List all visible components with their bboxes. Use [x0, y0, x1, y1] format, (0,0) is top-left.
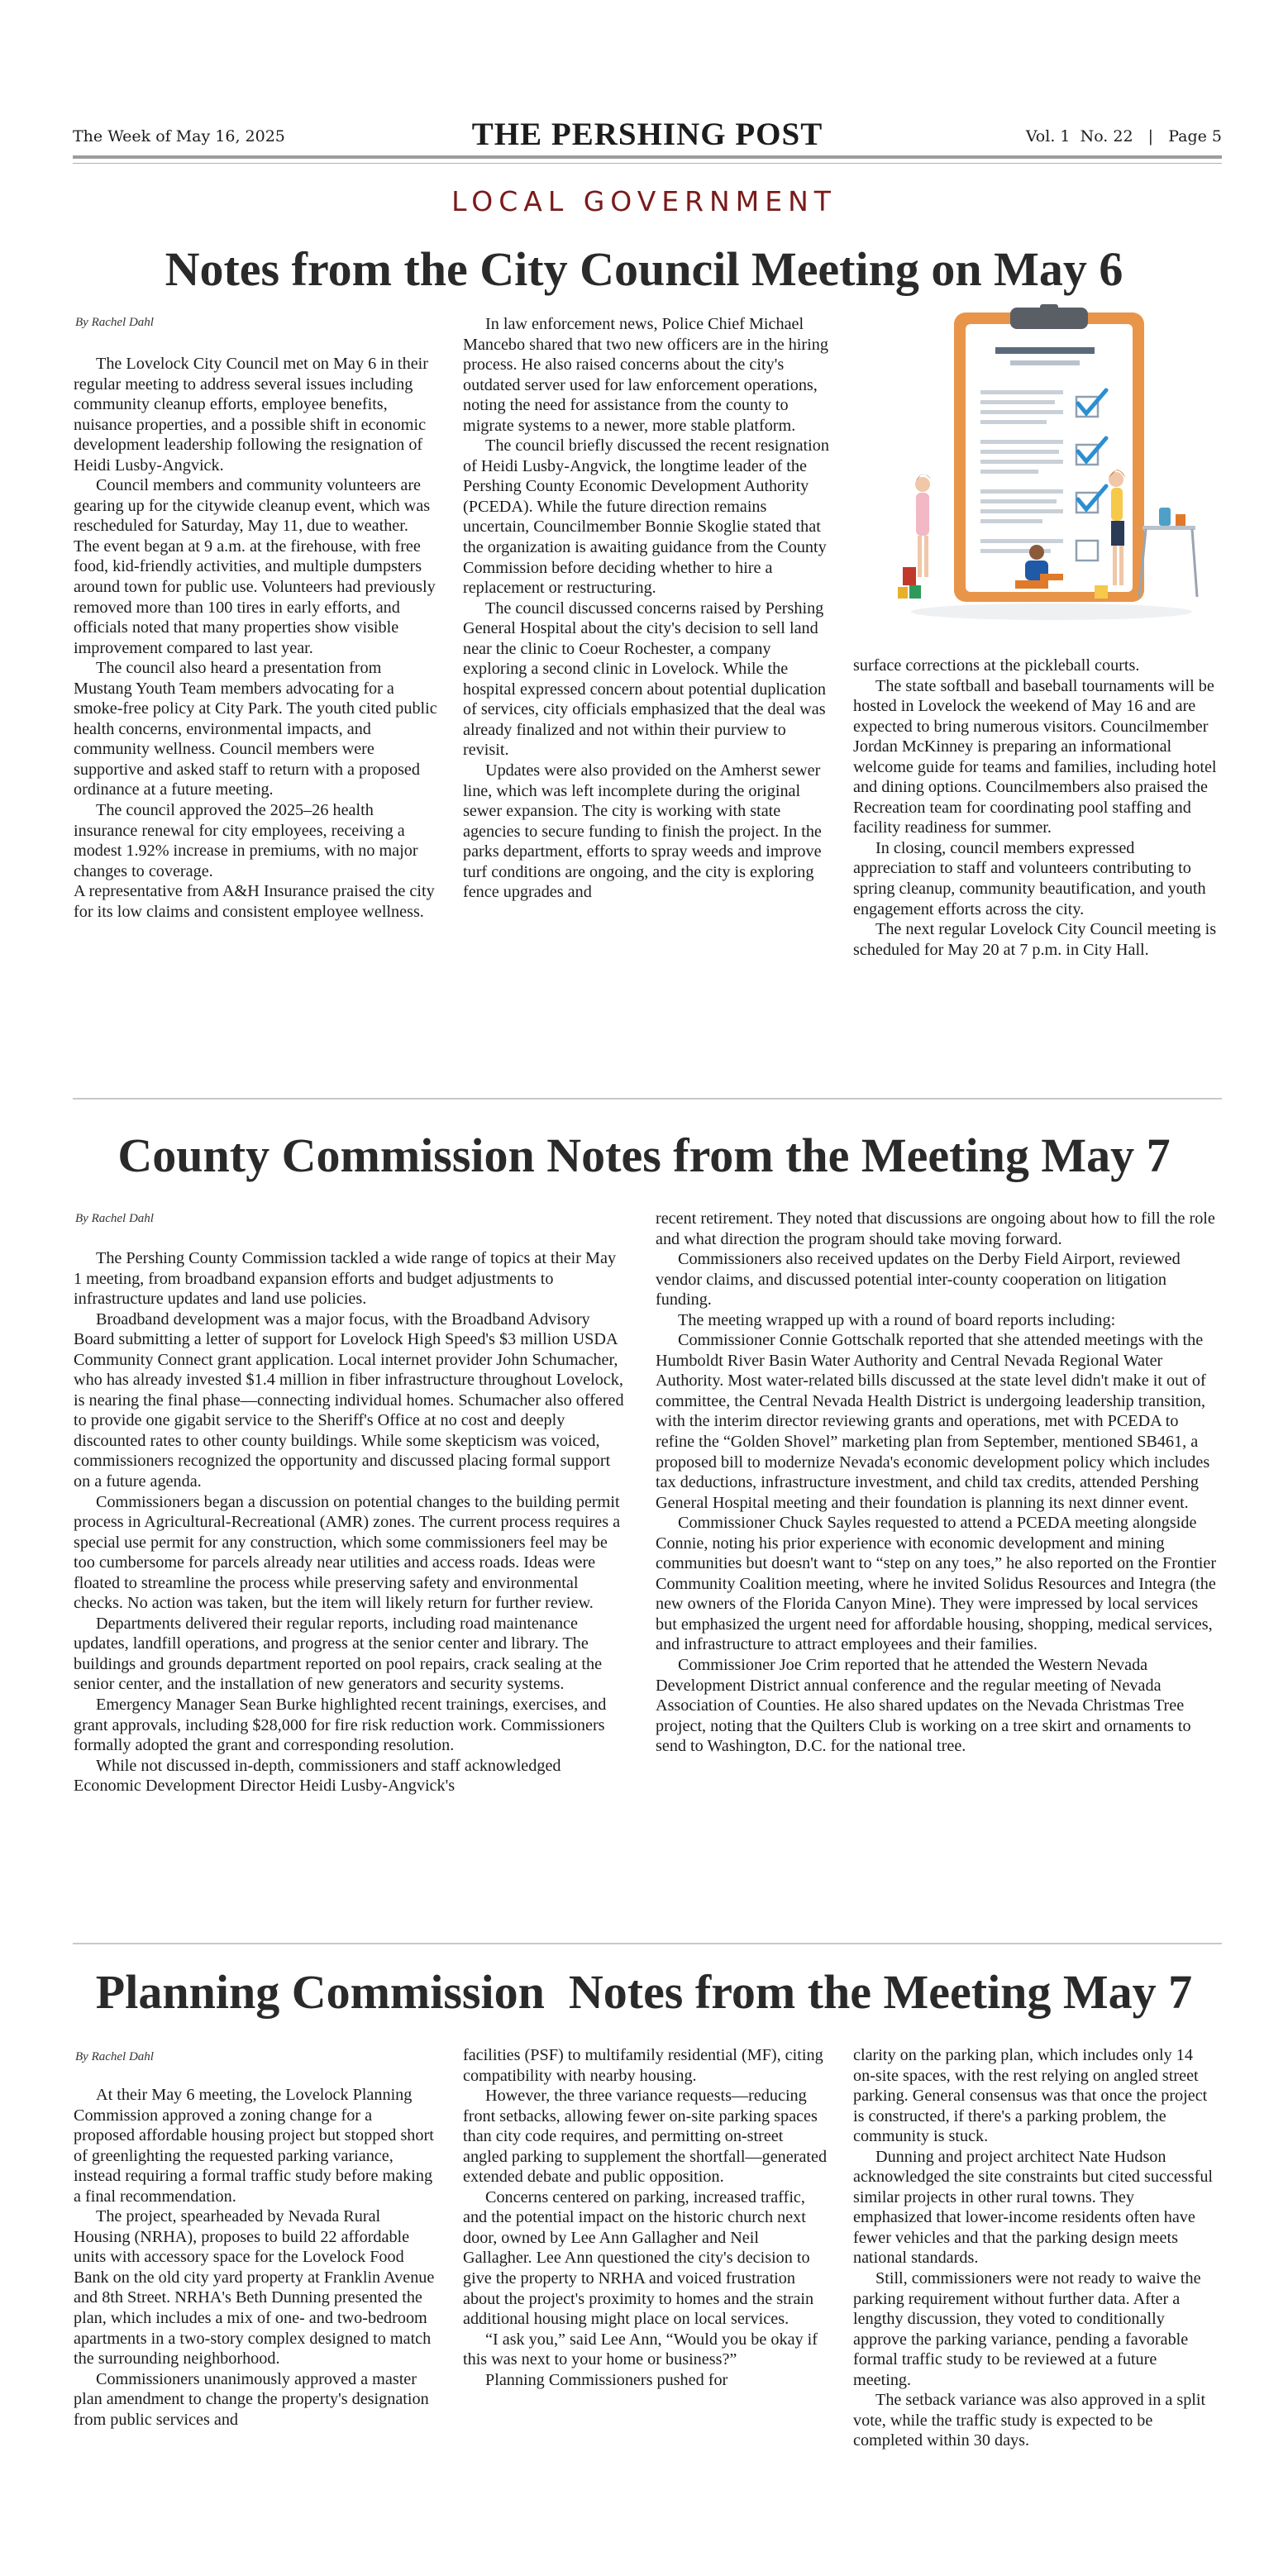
article-divider [73, 1098, 1222, 1100]
article-column [74, 2085, 437, 2430]
article-headline-county-commission: County Commission Notes from the Meeting May 7 [117, 1128, 1171, 1182]
article-byline: By Rachel Dahl [75, 1212, 154, 1225]
paragraph: Commissioner Joe Crim reported that he attended the Western Nevada Development District annual conference and the regular meeting of Nevada Association of Counties. He also shared updates on the Nevada Christmas Tree project, noting that the Quilters Club is working on a tree skirt and ornaments to send to Washington, D.C. for the national tree. [656, 1656, 1191, 1756]
paragraph: surface corrections at the pickleball courts. [853, 656, 1140, 675]
clipboard-checklist-illustration [894, 304, 1199, 625]
paragraph: recent retirement. They noted that discussions are ongoing about how to fill the role and what direction the program should take moving forward. [656, 1209, 1215, 1248]
article-column [463, 2045, 832, 2390]
paragraph: “I ask you,” said Lee Ann, “Would you be okay if this was next to your home or business?” [463, 2330, 818, 2369]
masthead-rule-thin [73, 163, 1222, 164]
paragraph: clarity on the parking plan, which includes only 14 on-site spaces, with the rest relying on angled street parking. General consensus was that once the project is constructed, if there's a parking problem, the community is stuck. [853, 2046, 1208, 2146]
paragraph: Commissioner Connie Gottschalk reported that she attended meetings with the Humboldt River Basin Water Authority and Central Nevada Regional Water Authority. Most water-related bills discussed at the state level didn't make it out of committee, the Central Nevada Health District is undergoing leadership transition, with the interim director reviewing grants and operations, met with PCEDA to refine the “Golden Shovel” marketing plan from September, mentioned SB461, a proposed bill to modernize Nevada's economic development policy which includes tax deductions, infrastructure investment, and child tax credits, attended Pershing General Hospital meeting and their foundation is planning its next dinner event. [656, 1331, 1210, 1512]
paragraph: The state softball and baseball tournaments will be hosted in Lovelock the weekend of May 16 and are expected to bring numerous visitors. Councilmember Jordan McKinney is preparing an informational welcome guide for teams and families, including hotel and dining options. Councilmembers also praised the Recreation team for coordinating pool staffing and facility readiness for summer. [853, 676, 1217, 837]
paragraph: Concerns centered on parking, increased traffic, and the potential impact on the historic church next door, owned by Lee Ann Gallagher and Neil Gallagher. Lee Ann questioned the city's decision to give the property to NRHA and voiced frustration about the project's proximity to homes and the strain additional housing might place on local services. [463, 2187, 814, 2329]
paragraph: Updates were also provided on the Amherst sewer line, which was left incomplete during the original sewer expansion. The city is working with state agencies to secure funding to finish the project. In the parks department, efforts to spray weeds and improve turf conditions are ongoing, and the city is exploring fence upgrades and [463, 761, 822, 902]
section-label: LOCAL GOVERNMENT [451, 185, 837, 217]
article-column [853, 656, 1217, 960]
paragraph: Emergency Manager Sean Burke highlighted recent trainings, exercises, and grant approvals, including $28,000 for fire risk reduction work. Commissioners formally adopted the grant and corresponding resolution. [74, 1696, 607, 1755]
paragraph: In law enforcement news, Police Chief Michael Mancebo shared that two new officers are in the hiring process. He also raised concerns about the city's outdated server used for law enforcement operations, noting the need for assistance from the county to migrate systems to a newer, more stable platform. [463, 315, 828, 435]
newspaper-title: THE PERSHING POST [471, 117, 823, 152]
article-column [853, 2045, 1217, 2451]
article-byline: By Rachel Dahl [75, 2050, 154, 2063]
article-headline-city-council: Notes from the City Council Meeting on May 6 [165, 242, 1123, 296]
article-column [463, 314, 832, 903]
paragraph: Commissioners unanimously approved a master plan amendment to change the property's designation from public services and [74, 2369, 429, 2429]
article-divider [73, 1943, 1222, 1944]
masthead [73, 116, 1222, 152]
paragraph: Commissioners also received updates on the Derby Field Airport, reviewed vendor claims, and discussed potential inter-county cooperation on litigation funding. [656, 1250, 1181, 1309]
paragraph: Planning Commissioners pushed for [485, 2370, 728, 2389]
paragraph: The Pershing County Commission tackled a wide range of topics at their May 1 meeting, from broadband expansion efforts and budget adjustments to infrastructure updates and land use policies. [74, 1249, 617, 1309]
article-headline-planning-commission: Planning Commission Notes from the Meeting May 7 [95, 1965, 1193, 2019]
masthead-rule [73, 155, 1222, 159]
paragraph: While not discussed in-depth, commissioners and staff acknowledged Economic Development Director Heidi Lusby-Angvick's [74, 1756, 561, 1796]
paragraph: In closing, council members expressed appreciation to staff and volunteers contributing to spring cleanup, community beautification, and youth engagement efforts across the city. [853, 838, 1206, 918]
paragraph: The council discussed concerns raised by Pershing General Hospital about the city's decision to sell land near the clinic to Coeur Rochester, a company exploring a second clinic in Lovelock. While the hospital expressed concern about potential duplication of services, city officials emphasized that the deal was already finalized and not within their purview to revisit. [463, 599, 826, 760]
paragraph: Still, commissioners were not ready to waive the parking requirement without further data. After a lengthy discussion, they voted to conditionally approve the parking variance, pending a favorable formal traffic study to be reviewed at a future meeting. [853, 2269, 1201, 2389]
article-column [656, 1209, 1221, 1757]
issue-number: Vol. 1 No. 22 | Page 5 [1025, 127, 1222, 145]
paragraph: The meeting wrapped up with a round of board reports including: [678, 1310, 1116, 1329]
paragraph: Departments delivered their regular reports, including road maintenance updates, landfill operations, and progress at the senior center and library. The buildings and grounds department reported on pool repairs, crack sealing at the senior center, and the installation of new generators and security systems. [74, 1614, 603, 1694]
paragraph: Dunning and project architect Nate Hudson acknowledged the site constraints but cited successful similar projects in other rural towns. They emphasized that lower-income residents often have fewer vehicles and that the parking design meets national standards. [853, 2147, 1214, 2268]
paragraph: The council also heard a presentation from Mustang Youth Team members advocating for a smoke-free policy at City Park. The youth cited public health concerns, environmental impacts, and community wellness. Council members were supportive and asked staff to return with a proposed ordinance at a future meeting. [74, 659, 437, 799]
paragraph: The council briefly discussed the recent resignation of Heidi Lusby-Angvick, the longtime leader of the Pershing County Economic Development Authority (PCEDA). While the future direction remains uncertain, Councilmember Bonnie Skoglie stated that the organization is awaiting guidance from the County Commission before deciding whether to hire a replacement or restructuring. [463, 436, 829, 598]
paragraph: However, the three variance requests—reducing front setbacks, allowing fewer on-site parking spaces than city code requires, and permitting on-street angled parking to supplement the shortfall—generated extended debate and public opposition. [463, 2087, 828, 2187]
paragraph: facilities (PSF) to multifamily residential (MF), citing compatibility with nearby housing. [463, 2046, 823, 2085]
article-column [74, 1248, 627, 1796]
issue-date: The Week of May 16, 2025 [73, 127, 285, 145]
paragraph: Commissioners began a discussion on potential changes to the building permit process in Agricultural-Recreational (AMR) zones. The current process requires a special use permit for any construction, which some commissioners feel may be too cumbersome for parcels already near utilities and access roads. Ideas were floated to streamline the process while preserving safety and environmental checks. No action was taken, but the item will likely return for further review. [74, 1492, 621, 1613]
article-column [74, 354, 437, 922]
paragraph: Broadband development was a major focus, with the Broadband Advisory Board submitting a letter of support for Lovelock High Speed's $3 million USDA Community Connect grant application. Local internet provider John Schumacher, who has already invested $1.4 million in fiber infrastructure throughout Lovelock, is nearing the final phase—connecting individual homes. Schumacher also offered to provide one gigabit service to the Sheriff's Office at no cost and deeply discounted rates to other county buildings. While some skepticism was voiced, commissioners recognized the opportunity and discussed placing formal support on a future agenda. [74, 1309, 624, 1491]
article-byline: By Rachel Dahl [75, 316, 154, 329]
paragraph: The next regular Lovelock City Council meeting is scheduled for May 20 at 7 p.m. in City Hall. [853, 920, 1217, 959]
paragraph: Council members and community volunteers are gearing up for the citywide cleanup event, which was rescheduled for Saturday, May 11, due to weather. The event began at 9 a.m. at the firehouse, with free food, kid-friendly activities, and multiple dumpsters around town for public use. Volunteers had previously removed more than 100 tires in early efforts, and officials noted that many properties show visible improvement compared to last year. [74, 476, 436, 657]
paragraph: At their May 6 meeting, the Lovelock Planning Commission approved a zoning change for a proposed affordable housing project but stopped short of greenlighting the requested parking variance, instead requiring a formal traffic study before making a final recommendation. [74, 2086, 434, 2206]
paragraph: The Lovelock City Council met on May 6 in their regular meeting to address several issues including community cleanup efforts, employee benefits, nuisance properties, and a possible shift in economic development leadership following the resignation of Heidi Lusby-Angvick. [74, 355, 428, 475]
paragraph: The setback variance was also approved in a split vote, while the traffic study is expected to be completed within 30 days. [853, 2391, 1206, 2450]
paragraph: The project, spearheaded by Nevada Rural Housing (NRHA), proposes to build 22 affordable units with accessory space for the Lovelock Food Bank on the old city yard property at Franklin Avenue and 8th Street. NRHA's Beth Dunning presented the plan, which includes a mix of one- and two-bedroom apartments in a two-story complex designed to match the surrounding neighborhood. [74, 2207, 435, 2368]
paragraph: The council approved the 2025–26 health insurance renewal for city employees, receiving a modest 1.92% increase in premiums, with no major changes to coverage. [74, 801, 418, 880]
paragraph: Commissioner Chuck Sayles requested to attend a PCEDA meeting alongside Connie, noting his prior experience with economic development and mining communities but doesn't want to “step on any toes,” he also reported on the Frontier Community Coalition meeting, where he invited Solidus Resources and Integra (the new owners of the Florida Canyon Mine). They were impressed by local services but emphasized the urgent need for affordable housing, shopping, medical services, and infrastructure to attract employees and their families. [656, 1514, 1217, 1654]
paragraph: A representative from A&H Insurance praised the city for its low claims and consistent employee wellness. [74, 882, 435, 921]
